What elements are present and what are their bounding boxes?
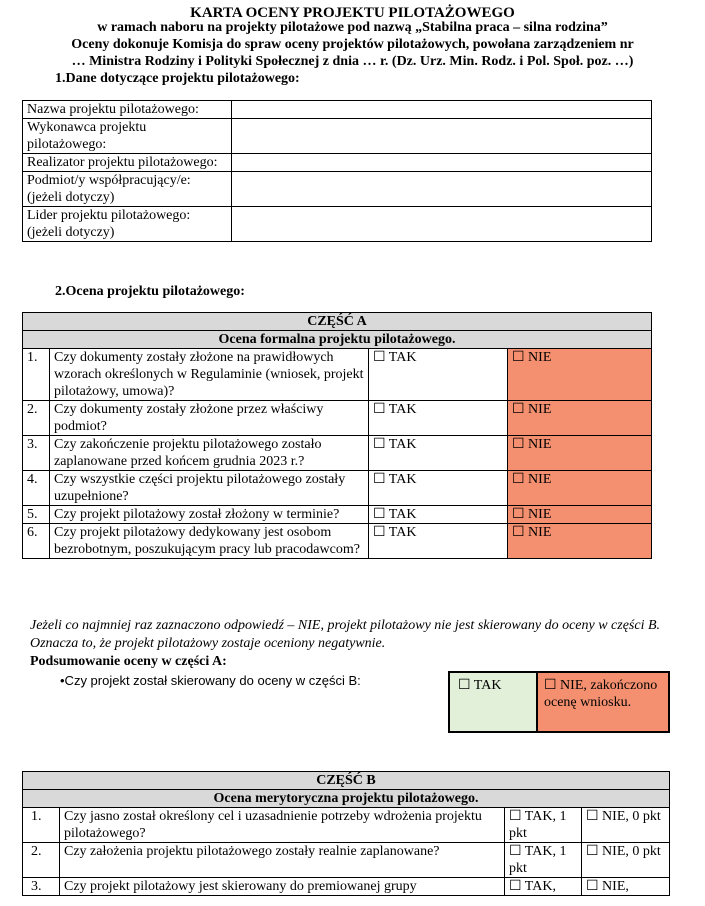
question-number: 1. — [23, 349, 50, 401]
question-number: 3. — [23, 878, 60, 896]
question-number: 6. — [23, 524, 50, 559]
field-label: Lider projektu pilotażowego: (jeżeli dotyczy) — [23, 207, 232, 242]
no-checkbox[interactable]: ☐ NIE — [508, 506, 652, 524]
yes-checkbox[interactable]: ☐ TAK — [369, 436, 508, 471]
question-text: Czy dokumenty zostały złożone na prawidłowych wzorach określonych w Regulaminie (wniosek, projekt pilotażowy, umowa)? — [50, 349, 369, 401]
table-row — [23, 349, 652, 401]
yes-checkbox[interactable]: ☐ TAK, — [505, 878, 582, 896]
field-label: Wykonawca projektu pilotażowego: — [23, 119, 232, 154]
question-number: 1. — [23, 808, 60, 843]
project-data-table — [22, 100, 652, 242]
part-a-subtitle: Ocena formalna projektu pilotażowego. — [23, 331, 652, 349]
section1-heading: 1.Dane dotyczące projektu pilotażowego: — [55, 71, 300, 86]
document-regulation-line: … Ministra Rodziny i Polityki Społecznej z dnia … r. (Dz. Urz. Min. Rodz. i Pol. Społ. poz. …) — [71, 54, 634, 69]
document-subtitle: w ramach naboru na projekty pilotażowe pod nazwą „Stabilna praca – silna rodzina” — [97, 20, 608, 35]
table-row — [23, 843, 670, 878]
yes-checkbox[interactable]: ☐ TAK — [369, 524, 508, 559]
part-a-table — [22, 312, 652, 559]
table-row — [23, 471, 652, 506]
section2-heading: 2.Ocena projektu pilotażowego: — [55, 284, 245, 299]
question-number: 5. — [23, 506, 50, 524]
field-label: Realizator projektu pilotażowego: — [23, 154, 232, 172]
yes-checkbox[interactable]: ☐ TAK — [369, 506, 508, 524]
question-text: Czy zakończenie projektu pilotażowego zostało zaplanowane przed końcem grudnia 2023 r.? — [50, 436, 369, 471]
field-value[interactable] — [232, 172, 652, 207]
field-value[interactable] — [232, 101, 652, 119]
table-row — [23, 101, 652, 119]
summary-yes-checkbox[interactable]: ☐ TAK — [450, 673, 538, 731]
table-row — [23, 808, 670, 843]
table-row — [23, 878, 670, 896]
field-label: Podmiot/y współpracujący/e: (jeżeli dotyczy) — [23, 172, 232, 207]
question-number: 2. — [23, 401, 50, 436]
part-b-title: CZĘŚĆ B — [23, 772, 670, 790]
question-text: Czy projekt pilotażowy jest skierowany do premiowanej grupy — [60, 878, 505, 896]
question-text: Czy wszystkie części projektu pilotażowego zostały uzupełnione? — [50, 471, 369, 506]
table-row — [23, 119, 652, 154]
field-label: Nazwa projektu pilotażowego: — [23, 101, 232, 119]
question-number: 3. — [23, 436, 50, 471]
document-committee-line: Oceny dokonuje Komisja do spraw oceny projektów pilotażowych, powołana zarządzeniem nr — [71, 37, 634, 52]
question-number: 2. — [23, 843, 60, 878]
no-checkbox[interactable]: ☐ NIE — [508, 436, 652, 471]
yes-checkbox[interactable]: ☐ TAK, 1 pkt — [505, 808, 582, 843]
no-checkbox[interactable]: ☐ NIE — [508, 471, 652, 506]
yes-checkbox[interactable]: ☐ TAK — [369, 349, 508, 401]
no-checkbox[interactable]: ☐ NIE — [508, 524, 652, 559]
table-row — [23, 207, 652, 242]
summary-heading: Podsumowanie oceny w części A: — [30, 654, 227, 669]
part-b-subtitle: Ocena merytoryczna projektu pilotażowego. — [23, 790, 670, 808]
field-value[interactable] — [232, 154, 652, 172]
no-checkbox[interactable]: ☐ NIE — [508, 349, 652, 401]
table-row — [23, 401, 652, 436]
document-title: KARTA OCENY PROJEKTU PILOTAŻOWEGO — [190, 5, 515, 21]
table-row — [23, 506, 652, 524]
table-row — [23, 172, 652, 207]
no-checkbox[interactable]: ☐ NIE — [508, 401, 652, 436]
question-text: Czy jasno został określony cel i uzasadnienie potrzeby wdrożenia projektu pilotażowego? — [60, 808, 505, 843]
part-a-title: CZĘŚĆ A — [23, 313, 652, 331]
table-row — [23, 436, 652, 471]
yes-checkbox[interactable]: ☐ TAK — [369, 471, 508, 506]
field-value[interactable] — [232, 207, 652, 242]
yes-checkbox[interactable]: ☐ TAK — [369, 401, 508, 436]
part-b-table — [22, 771, 670, 896]
yes-checkbox[interactable]: ☐ TAK, 1 pkt — [505, 843, 582, 878]
field-value[interactable] — [232, 119, 652, 154]
summary-no-checkbox[interactable]: ☐ NIE, zakończono ocenę wniosku. — [538, 673, 668, 731]
part-a-note: Jeżeli co najmniej raz zaznaczono odpowiedź – NIE, projekt pilotażowy nie jest skierowany do oceny w części B. Oznacza to, że projekt pilotażowy zostaje oceniony negatywnie. — [30, 618, 661, 651]
summary-question: •Czy projekt został skierowany do oceny w części B: — [60, 673, 361, 688]
question-text: Czy projekt pilotażowy został złożony w terminie? — [50, 506, 369, 524]
question-number: 4. — [23, 471, 50, 506]
no-checkbox[interactable]: ☐ NIE, 0 pkt — [582, 843, 670, 878]
no-checkbox[interactable]: ☐ NIE, 0 pkt — [582, 808, 670, 843]
no-checkbox[interactable]: ☐ NIE, — [582, 878, 670, 896]
table-row — [23, 154, 652, 172]
question-text: Czy projekt pilotażowy dedykowany jest osobom bezrobotnym, poszukującym pracy lub pracodawcom? — [50, 524, 369, 559]
table-row — [23, 524, 652, 559]
summary-decision-box — [448, 671, 670, 733]
question-text: Czy dokumenty zostały złożone przez właściwy podmiot? — [50, 401, 369, 436]
question-text: Czy założenia projektu pilotażowego zostały realnie zaplanowane? — [60, 843, 505, 878]
